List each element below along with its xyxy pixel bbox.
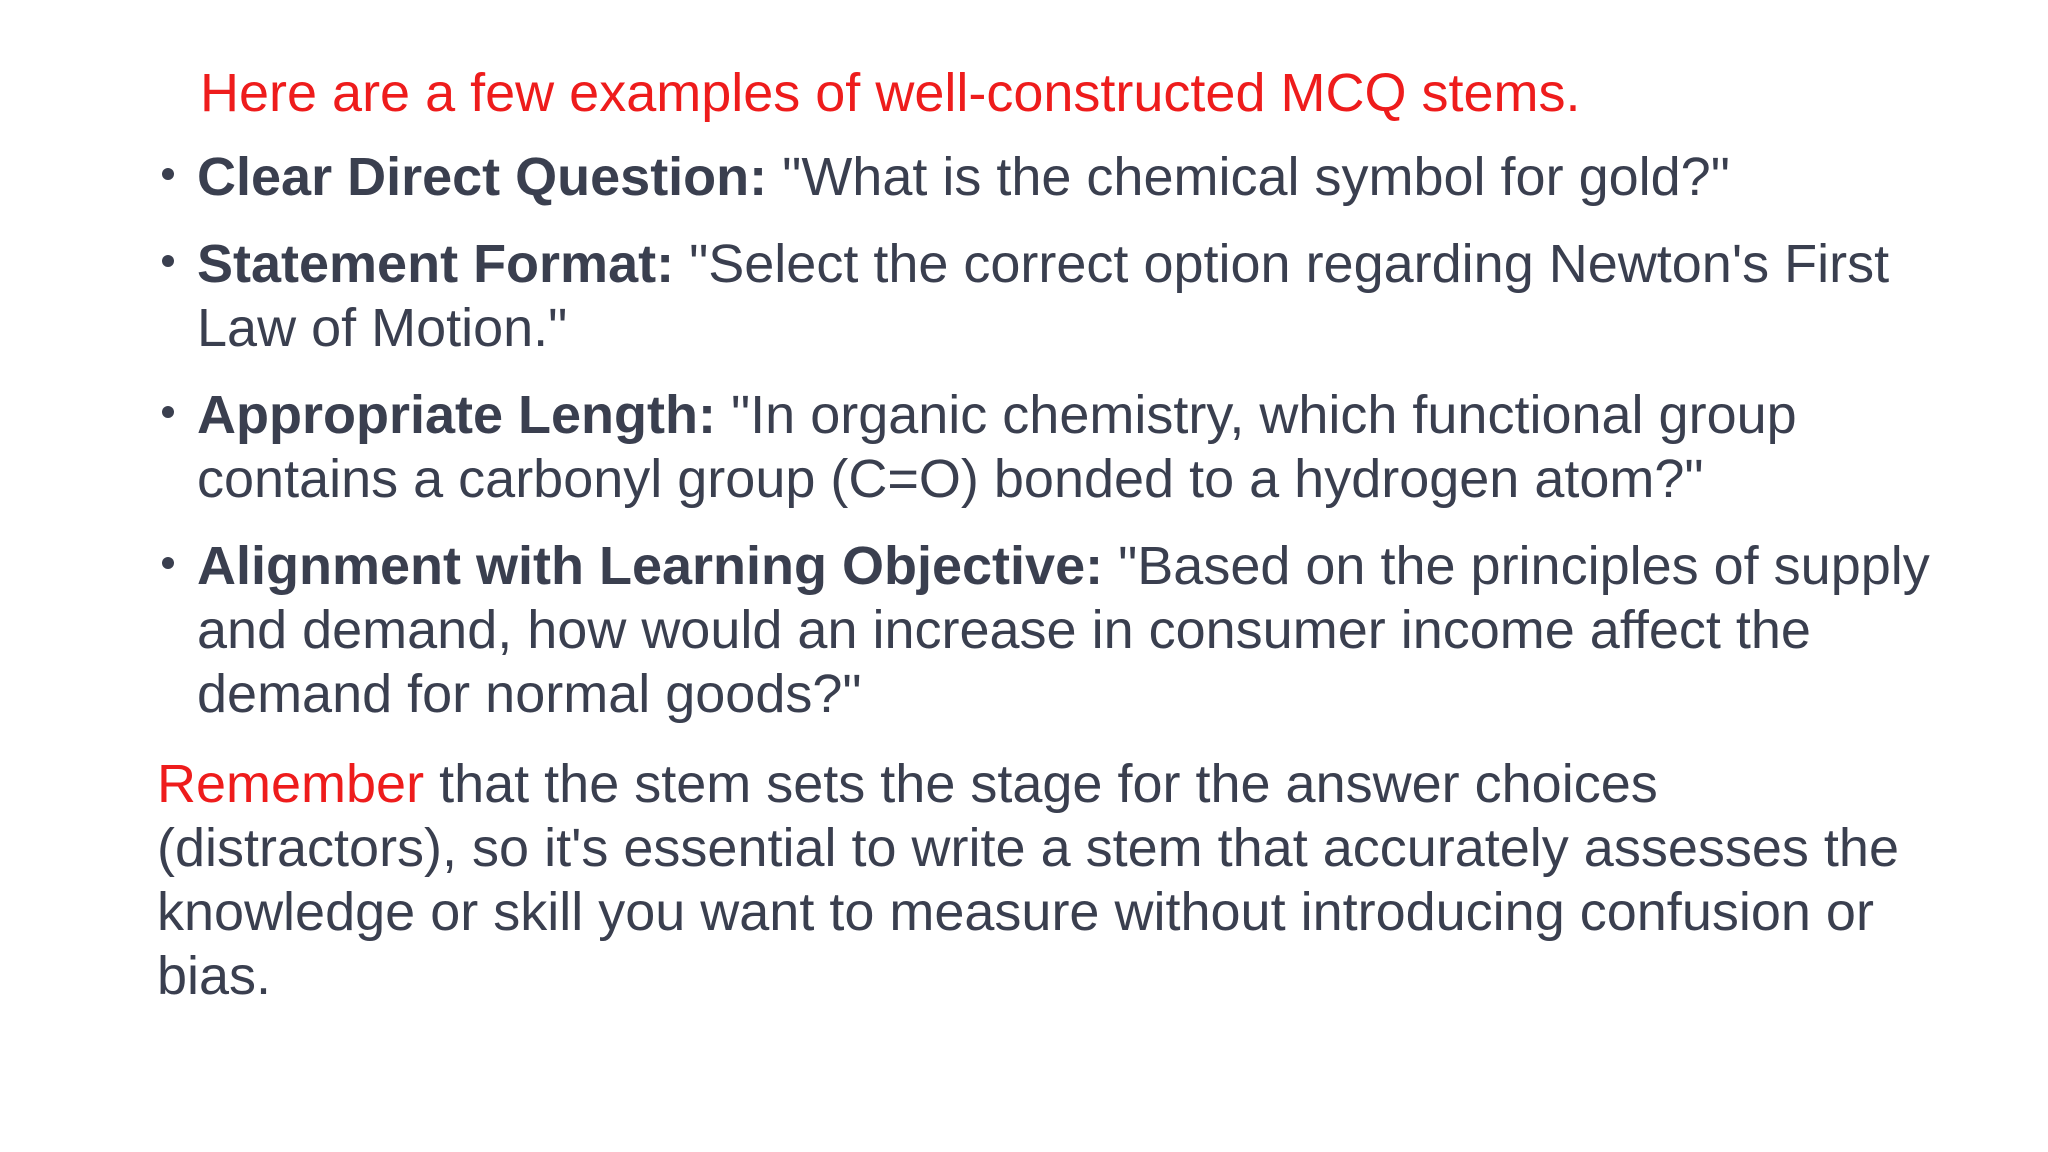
slide-intro-heading: Here are a few examples of well-constructed MCQ stems. <box>200 63 1581 123</box>
closing-keyword: Remember <box>157 754 425 814</box>
bullet-icon <box>162 168 174 180</box>
closing-text: that the stem sets the stage for the answer choices (distractors), so it's essential to write a stem that accurately assesses the knowledge or skill you want to measure without introducing confusion or bias. <box>157 754 1899 1006</box>
bullet-term: Alignment with Learning Objective: <box>197 536 1104 596</box>
bullet-icon <box>162 255 174 267</box>
bullet-icon <box>162 406 174 418</box>
bullet-term: Appropriate Length: <box>197 385 716 445</box>
bullet-text: "Select the correct option regarding Newton's First Law of Motion." <box>197 234 1890 358</box>
list-item <box>150 534 1930 726</box>
list-item <box>150 383 1930 511</box>
examples-list <box>150 145 1930 749</box>
list-item <box>150 232 1930 360</box>
bullet-icon <box>162 557 174 569</box>
closing-paragraph <box>157 752 1937 1008</box>
bullet-term: Clear Direct Question: <box>197 147 768 207</box>
list-item <box>150 145 1930 209</box>
bullet-term: Statement Format: <box>197 234 675 294</box>
bullet-text: "What is the chemical symbol for gold?" <box>782 147 1730 207</box>
bullet-text: "In organic chemistry, which functional group contains a carbonyl group (C=O) bonded to a hydrogen atom?" <box>197 385 1797 509</box>
bullet-text: "Based on the principles of supply and demand, how would an increase in consumer income affect the demand for normal goods?" <box>197 536 1930 724</box>
